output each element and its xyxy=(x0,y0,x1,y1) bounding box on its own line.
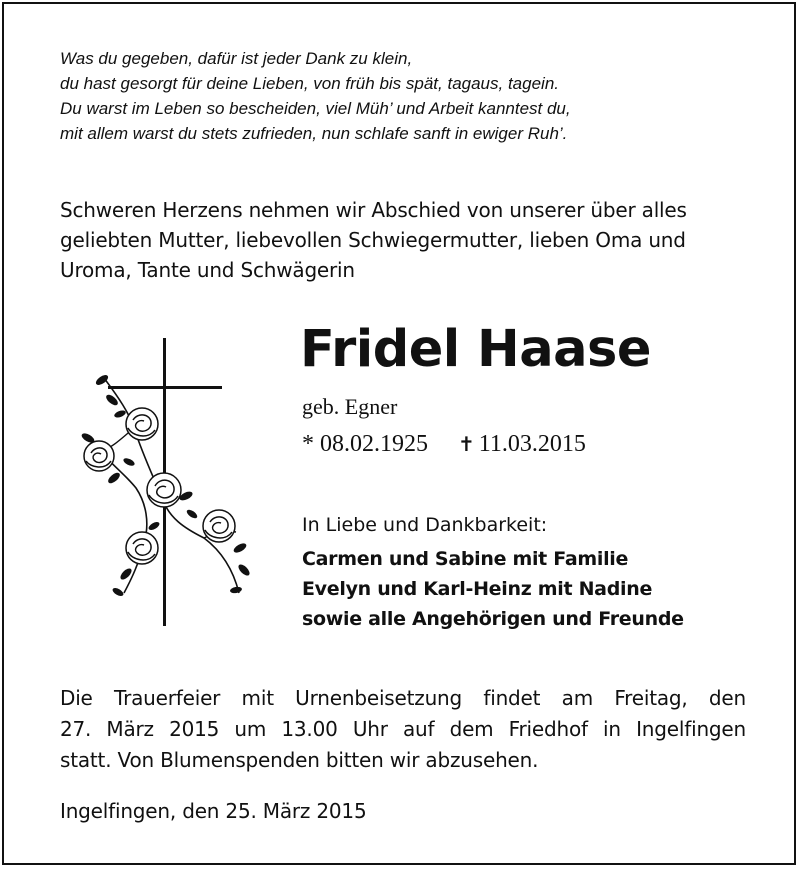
mourner-line: sowie alle Angehörigen und Freunde xyxy=(302,608,684,630)
poem-line: mit allem warst du stets zufrieden, nun schlafe sanft in ewiger Ruh’. xyxy=(60,124,568,143)
funeral-line: 27. März 2015 um 13.00 Uhr auf dem Friedhof in Ingelfingen xyxy=(60,717,746,741)
mourners-label: In Liebe und Dankbarkeit: xyxy=(302,514,548,536)
funeral-line: statt. Von Blumenspenden bitten wir abzusehen. xyxy=(60,748,539,772)
deceased-name: Fridel Haase xyxy=(300,320,651,379)
mourners-list xyxy=(302,544,684,634)
birth-date: * 08.02.1925 xyxy=(302,431,428,457)
funeral-notice xyxy=(60,683,750,776)
poem xyxy=(60,46,760,146)
death-cross-icon: ✝ xyxy=(458,434,475,456)
poem-line: Was du gegeben, dafür ist jeder Dank zu klein, xyxy=(60,49,413,68)
poem-line: du hast gesorgt für deine Lieben, von früh bis spät, tagaus, tagein. xyxy=(60,74,560,93)
mourner-line: Evelyn und Karl-Heinz mit Nadine xyxy=(302,578,653,600)
poem-line: Du warst im Leben so bescheiden, viel Müh’ und Arbeit kanntest du, xyxy=(60,99,571,118)
death-date: 11.03.2015 xyxy=(478,431,586,457)
death-date-group xyxy=(458,431,586,457)
mourner-line: Carmen und Sabine mit Familie xyxy=(302,548,629,570)
intro-line: Uroma, Tante und Schwägerin xyxy=(60,258,355,282)
obituary-frame xyxy=(2,2,796,865)
place-and-date: Ingelfingen, den 25. März 2015 xyxy=(60,799,367,823)
funeral-line: Die Trauerfeier mit Urnenbeisetzung findet am Freitag, den xyxy=(60,686,746,710)
intro-line: geliebten Mutter, liebevollen Schwiegermutter, lieben Oma und xyxy=(60,228,686,252)
intro-line: Schweren Herzens nehmen wir Abschied von unserer über alles xyxy=(60,198,687,222)
life-dates xyxy=(302,429,586,460)
cross-with-roses-icon xyxy=(74,338,264,638)
intro-text xyxy=(60,195,760,285)
birth-name: geb. Egner xyxy=(302,394,398,419)
